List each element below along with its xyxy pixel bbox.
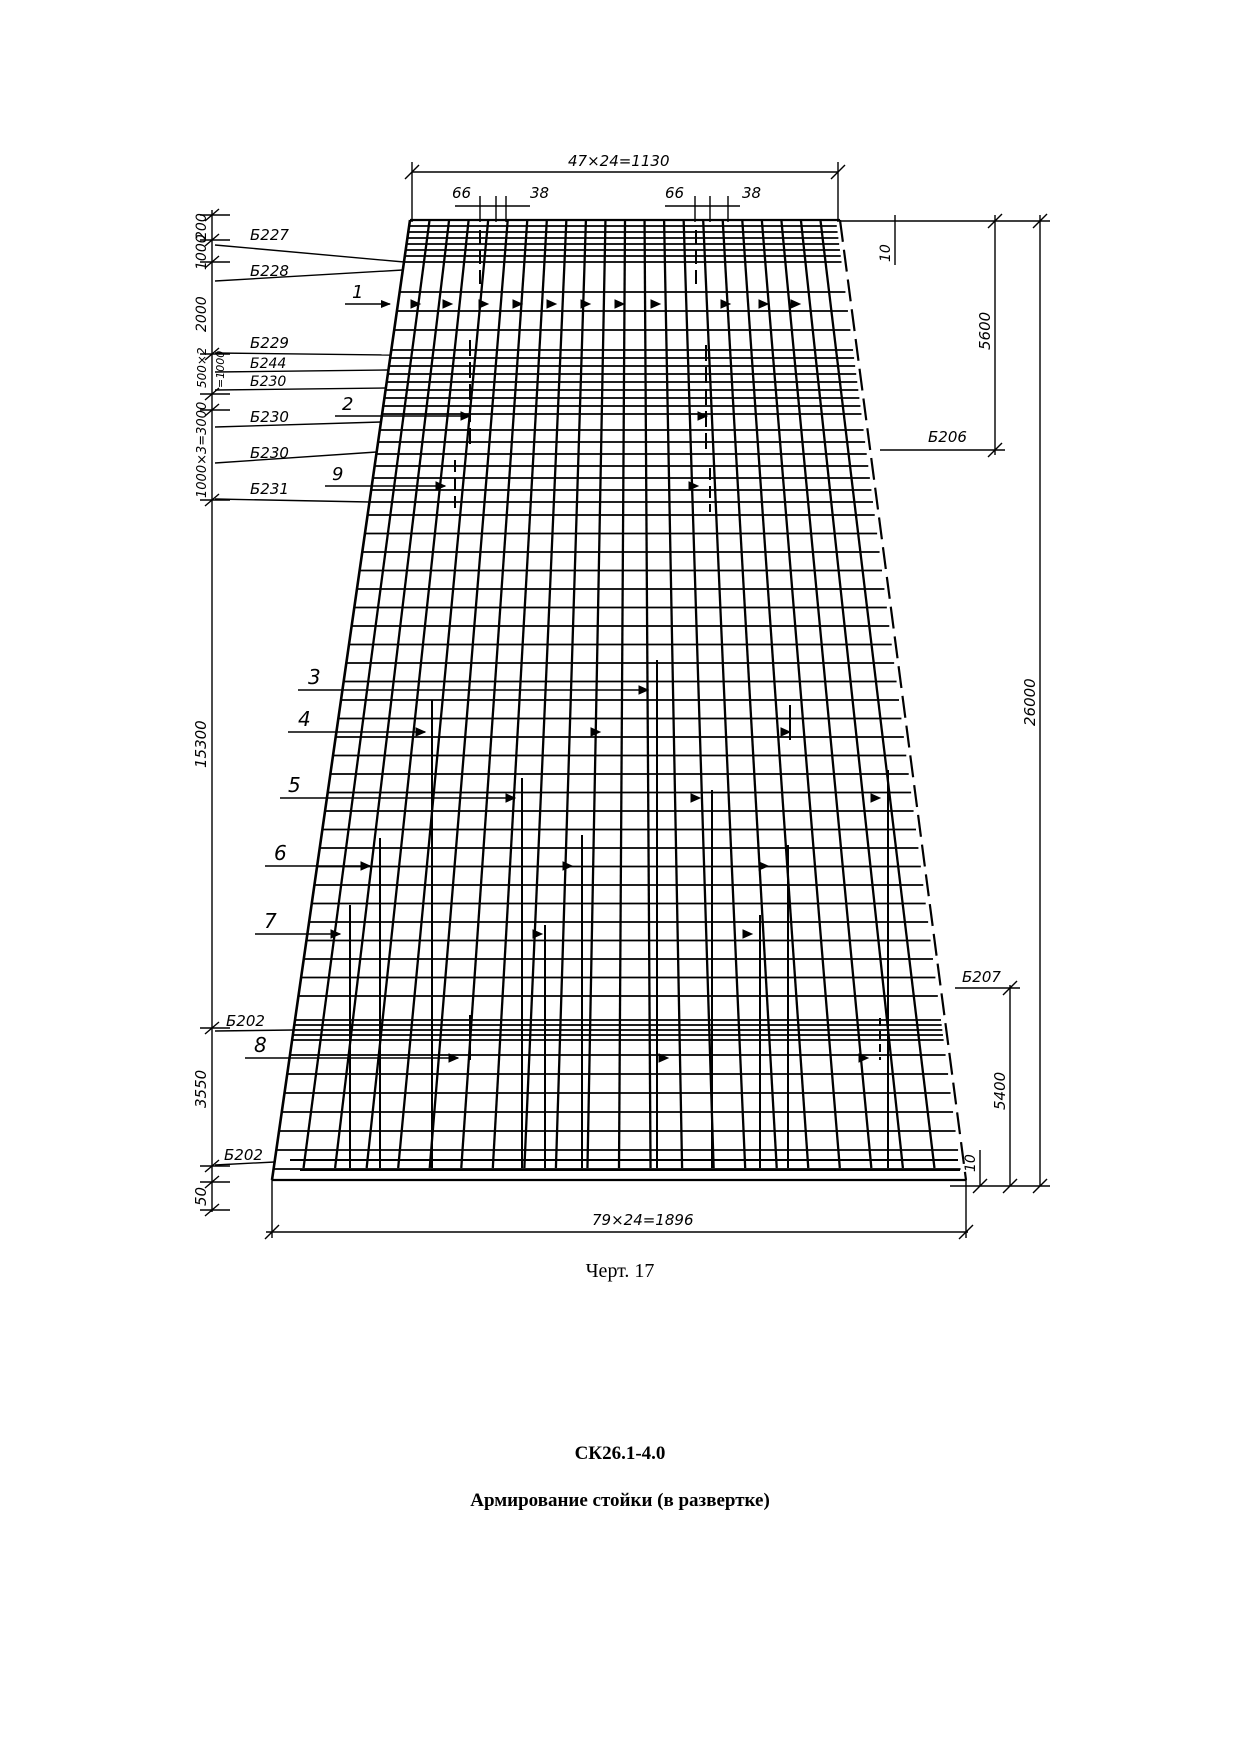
- bar-end-arrow: [691, 794, 700, 802]
- top-spacing-right-2: 38: [742, 184, 762, 202]
- left-dim-eq1000: =1000: [214, 350, 227, 388]
- bar-label-b230-2: Б230: [250, 408, 289, 426]
- bar-label-b230-3: Б230: [250, 444, 289, 462]
- bar-end-arrow: [743, 930, 752, 938]
- document-title: Армирование стойки (в развертке): [470, 1490, 770, 1511]
- label-extension: [215, 452, 377, 463]
- bar-label-b229: Б229: [250, 334, 289, 352]
- reinforcement-details: [331, 230, 888, 1168]
- label-extension: [215, 499, 369, 502]
- position-2: 2: [342, 394, 354, 415]
- position-9: 9: [332, 464, 344, 485]
- bar-end-arrow: [533, 930, 542, 938]
- left-dim-200: 200: [194, 213, 210, 240]
- position-6: 6: [274, 841, 287, 865]
- bar-label-b244: Б244: [250, 356, 287, 372]
- right-dim-10-top: 10: [878, 244, 894, 262]
- position-5: 5: [288, 773, 301, 797]
- bar-end-arrow: [689, 482, 698, 490]
- bar-label-b231: Б231: [250, 480, 289, 498]
- bar-end-arrow: [651, 300, 660, 308]
- right-dim-5400: 5400: [991, 1071, 1009, 1110]
- bar-label-b227: Б227: [250, 226, 289, 244]
- label-extension: [215, 353, 391, 355]
- bar-label-b230-1: Б230: [250, 374, 287, 390]
- bar-end-arrow: [759, 300, 768, 308]
- left-dim-3550: 3550: [192, 1069, 210, 1108]
- bar-end-arrow: [563, 862, 572, 870]
- bar-end-arrow: [781, 728, 790, 736]
- bar-end-arrow: [615, 300, 624, 308]
- reinforcement-grid: [272, 220, 966, 1180]
- bar-label-b228: Б228: [250, 262, 289, 280]
- bar-end-arrow: [547, 300, 556, 308]
- bottom-dimension-label: 79×24=1896: [592, 1211, 694, 1229]
- label-extension: [215, 245, 404, 262]
- left-dim-15300: 15300: [192, 720, 210, 768]
- right-dim-10-bottom: 10: [963, 1154, 979, 1172]
- left-dim-1000: 1000: [194, 234, 210, 270]
- right-dim-5600: 5600: [976, 311, 994, 350]
- bar-end-arrow: [581, 300, 590, 308]
- left-dim-50: 50: [192, 1186, 210, 1206]
- top-dimension-label: 47×24=1130: [568, 152, 670, 170]
- position-7: 7: [264, 909, 277, 933]
- position-4: 4: [298, 707, 311, 731]
- bar-label-b206: Б206: [928, 428, 967, 446]
- top-spacing-right-1: 66: [665, 184, 685, 202]
- label-extension: [215, 1030, 294, 1031]
- figure-caption: Черт. 17: [585, 1260, 655, 1282]
- label-extension: [215, 388, 386, 390]
- top-spacing-left-1: 66: [452, 184, 472, 202]
- left-dim-1000x3: 1000×3=3000: [195, 401, 210, 498]
- position-1: 1: [352, 282, 364, 303]
- document-code: СК26.1-4.0: [574, 1443, 666, 1464]
- bar-label-b202-1: Б202: [226, 1012, 265, 1030]
- label-extension: [215, 422, 381, 427]
- position-3: 3: [308, 665, 321, 689]
- bar-end-arrow: [791, 300, 800, 308]
- label-extension: [215, 270, 403, 281]
- bar-end-arrow: [443, 300, 452, 308]
- left-dim-2000: 2000: [194, 296, 210, 332]
- right-dim-26000: 26000: [1021, 678, 1039, 726]
- left-dim-500x2: 500×2: [195, 347, 209, 388]
- bar-label-b202-2: Б202: [224, 1146, 263, 1164]
- bar-end-arrow: [759, 862, 768, 870]
- label-extension: [215, 370, 388, 372]
- bar-end-arrow: [871, 794, 880, 802]
- bar-label-b207: Б207: [962, 968, 1001, 986]
- bar-end-arrow: [479, 300, 488, 308]
- position-8: 8: [254, 1033, 267, 1057]
- top-spacing-left-2: 38: [530, 184, 550, 202]
